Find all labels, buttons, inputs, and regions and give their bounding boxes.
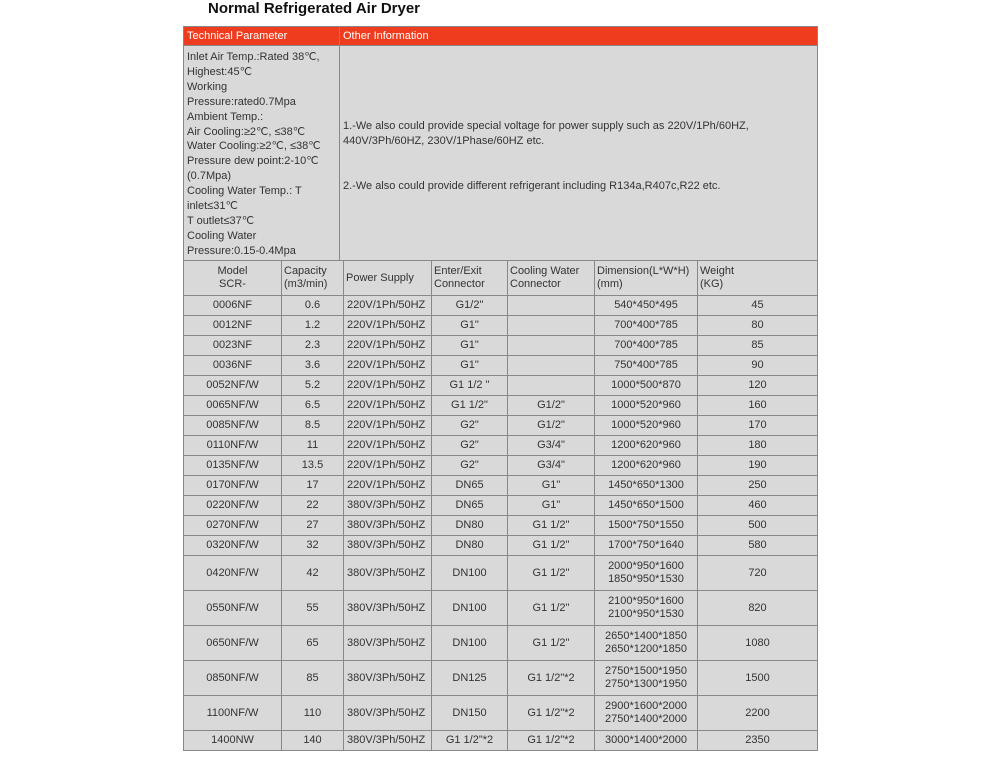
cell-dimension <box>595 376 698 396</box>
page-title: Normal Refrigerated Air Dryer <box>208 0 421 17</box>
cell-cooling <box>508 336 595 356</box>
cell-dimension <box>595 396 698 416</box>
cell-dimension <box>595 336 698 356</box>
dimension-line: 1500*750*1550 <box>608 519 684 531</box>
cell-model: 0052NF/W <box>184 376 282 396</box>
cell-capacity: 8.5 <box>282 416 344 436</box>
table-row <box>184 356 818 376</box>
table-row <box>184 416 818 436</box>
col-header-capacity: Capacity (m3/min) <box>282 261 344 296</box>
cell-model: 0110NF/W <box>184 436 282 456</box>
cell-dimension <box>595 591 698 626</box>
cell-capacity: 22 <box>282 496 344 516</box>
dimension-line: 2750*1500*1950 <box>605 665 687 677</box>
other-info-line: 440V/3Ph/60HZ, 230V/1Phase/60HZ etc. <box>343 134 545 147</box>
tech-line: Air Cooling:≥2℃, ≤38℃ <box>187 125 306 138</box>
tech-line: inlet≤31℃ <box>187 200 238 213</box>
cell-connector: DN80 <box>432 536 508 556</box>
cell-model: 0023NF <box>184 336 282 356</box>
cell-capacity: 2.3 <box>282 336 344 356</box>
tech-line: (0.7Mpa) <box>187 170 232 183</box>
cell-model: 0650NF/W <box>184 626 282 661</box>
other-info-header: Other Information <box>340 27 818 46</box>
info-body-row <box>184 46 818 264</box>
cell-capacity: 11 <box>282 436 344 456</box>
spec-table <box>183 260 818 751</box>
cell-weight: 460 <box>698 496 818 516</box>
cell-capacity: 5.2 <box>282 376 344 396</box>
cell-cooling <box>508 296 595 316</box>
cell-cooling: G3/4" <box>508 456 595 476</box>
other-info-point-1 <box>343 119 814 149</box>
cell-capacity: 0.6 <box>282 296 344 316</box>
cell-weight: 250 <box>698 476 818 496</box>
cell-weight: 1080 <box>698 626 818 661</box>
dimension-line: 1450*650*1500 <box>608 499 684 511</box>
cell-cooling: G1 1/2" <box>508 626 595 661</box>
cell-dimension <box>595 556 698 591</box>
cell-capacity: 85 <box>282 661 344 696</box>
cell-connector: DN125 <box>432 661 508 696</box>
table-row <box>184 336 818 356</box>
cell-dimension <box>595 356 698 376</box>
cell-weight: 170 <box>698 416 818 436</box>
cell-connector: DN150 <box>432 696 508 731</box>
table-row <box>184 731 818 751</box>
cell-capacity: 13.5 <box>282 456 344 476</box>
tech-line: Water Cooling:≥2℃, ≤38℃ <box>187 140 321 153</box>
tech-line: Inlet Air Temp.:Rated 38℃, <box>187 51 320 63</box>
cell-connector: G2" <box>432 416 508 436</box>
tech-line: Pressure dew point:2-10℃ <box>187 155 319 168</box>
table-row <box>184 556 818 591</box>
cell-power: 380V/3Ph/50HZ <box>344 536 432 556</box>
cell-connector: G1 1/2"*2 <box>432 731 508 751</box>
cell-power: 220V/1Ph/50HZ <box>344 356 432 376</box>
cell-model: 0550NF/W <box>184 591 282 626</box>
cell-connector: DN65 <box>432 476 508 496</box>
cell-power: 380V/3Ph/50HZ <box>344 591 432 626</box>
dimension-line: 2100*950*1600 <box>608 595 684 607</box>
cell-power: 380V/3Ph/50HZ <box>344 556 432 591</box>
cell-connector: G1" <box>432 336 508 356</box>
info-header-row <box>184 27 818 46</box>
cell-dimension <box>595 496 698 516</box>
cell-connector: G1" <box>432 356 508 376</box>
dimension-line: 1200*620*960 <box>611 439 681 451</box>
cell-model: 0012NF <box>184 316 282 336</box>
dimension-line: 2900*1600*2000 <box>605 700 687 712</box>
cell-cooling: G1 1/2" <box>508 591 595 626</box>
dimension-line: 2750*1300*1950 <box>605 678 687 690</box>
table-row <box>184 496 818 516</box>
tech-param-cell <box>184 46 340 264</box>
cell-model: 0220NF/W <box>184 496 282 516</box>
cell-dimension <box>595 476 698 496</box>
cell-cooling <box>508 376 595 396</box>
tech-line: Ambient Temp.: <box>187 110 264 123</box>
spec-header-row <box>184 261 818 296</box>
cell-capacity: 55 <box>282 591 344 626</box>
cell-dimension <box>595 296 698 316</box>
table-row <box>184 456 818 476</box>
cell-power: 380V/3Ph/50HZ <box>344 626 432 661</box>
dimension-line: 700*400*785 <box>614 339 678 351</box>
cell-cooling: G1/2" <box>508 416 595 436</box>
cell-capacity: 27 <box>282 516 344 536</box>
cell-power: 220V/1Ph/50HZ <box>344 376 432 396</box>
cell-weight: 90 <box>698 356 818 376</box>
table-row <box>184 591 818 626</box>
cell-capacity: 1.2 <box>282 316 344 336</box>
cell-model: 0006NF <box>184 296 282 316</box>
cell-power: 220V/1Ph/50HZ <box>344 416 432 436</box>
cell-connector: DN100 <box>432 591 508 626</box>
cell-cooling: G1 1/2" <box>508 556 595 591</box>
cell-power: 380V/3Ph/50HZ <box>344 661 432 696</box>
tech-line: Pressure:0.15-0.4Mpa <box>187 244 296 257</box>
cell-model: 0170NF/W <box>184 476 282 496</box>
cell-weight: 820 <box>698 591 818 626</box>
cell-weight: 2200 <box>698 696 818 731</box>
cell-weight: 120 <box>698 376 818 396</box>
dimension-line: 2750*1400*2000 <box>605 713 687 725</box>
cell-dimension <box>595 516 698 536</box>
cell-connector: G1/2" <box>432 296 508 316</box>
cell-connector: G1 1/2" <box>432 396 508 416</box>
cell-cooling: G1 1/2" <box>508 516 595 536</box>
cell-capacity: 42 <box>282 556 344 591</box>
dimension-line: 1850*950*1530 <box>608 573 684 585</box>
tech-line: Working <box>187 80 228 93</box>
dimension-line: 1700*750*1640 <box>608 539 684 551</box>
cell-cooling: G1 1/2" <box>508 536 595 556</box>
dimension-line: 2000*950*1600 <box>608 560 684 572</box>
cell-capacity: 65 <box>282 626 344 661</box>
cell-dimension <box>595 316 698 336</box>
table-row <box>184 661 818 696</box>
table-row <box>184 376 818 396</box>
cell-connector: G1" <box>432 316 508 336</box>
dimension-line: 2100*950*1530 <box>608 608 684 620</box>
cell-capacity: 140 <box>282 731 344 751</box>
cell-capacity: 6.5 <box>282 396 344 416</box>
cell-power: 220V/1Ph/50HZ <box>344 436 432 456</box>
dimension-line: 750*400*785 <box>614 359 678 371</box>
dimension-line: 540*450*495 <box>614 299 678 311</box>
cell-connector: G2" <box>432 456 508 476</box>
cell-cooling: G3/4" <box>508 436 595 456</box>
cell-cooling <box>508 356 595 376</box>
cell-power: 220V/1Ph/50HZ <box>344 396 432 416</box>
cell-weight: 160 <box>698 396 818 416</box>
cell-weight: 1500 <box>698 661 818 696</box>
cell-weight: 580 <box>698 536 818 556</box>
dimension-line: 1450*650*1300 <box>608 479 684 491</box>
cell-model: 0850NF/W <box>184 661 282 696</box>
cell-capacity: 32 <box>282 536 344 556</box>
cell-power: 220V/1Ph/50HZ <box>344 296 432 316</box>
tech-line: Cooling Water Temp.: T <box>187 185 302 198</box>
cell-connector: DN100 <box>432 556 508 591</box>
cell-power: 220V/1Ph/50HZ <box>344 316 432 336</box>
cell-capacity: 3.6 <box>282 356 344 376</box>
tech-param-header: Technical Parameter <box>184 27 340 46</box>
table-row <box>184 516 818 536</box>
cell-connector: G1 1/2 " <box>432 376 508 396</box>
dimension-line: 1000*520*960 <box>611 419 681 431</box>
cell-power: 220V/1Ph/50HZ <box>344 476 432 496</box>
col-header-weight: Weight (KG) <box>698 261 818 296</box>
cell-cooling: G1 1/2"*2 <box>508 696 595 731</box>
cell-model: 0270NF/W <box>184 516 282 536</box>
dimension-line: 1200*620*960 <box>611 459 681 471</box>
cell-weight: 190 <box>698 456 818 476</box>
other-info-line: 1.-We also could provide special voltage for power supply such as 220V/1Ph/60HZ, <box>343 120 749 132</box>
cell-weight: 720 <box>698 556 818 591</box>
dimension-line: 700*400*785 <box>614 319 678 331</box>
cell-weight: 80 <box>698 316 818 336</box>
cell-cooling: G1 1/2"*2 <box>508 661 595 696</box>
col-header-model: Model SCR- <box>184 261 282 296</box>
cell-capacity: 110 <box>282 696 344 731</box>
dimension-line: 1000*520*960 <box>611 399 681 411</box>
cell-connector: DN100 <box>432 626 508 661</box>
dimension-line: 2650*1200*1850 <box>605 643 687 655</box>
cell-dimension <box>595 456 698 476</box>
info-table <box>183 26 818 264</box>
cell-power: 380V/3Ph/50HZ <box>344 496 432 516</box>
tech-line: Highest:45℃ <box>187 65 252 78</box>
cell-cooling: G1" <box>508 496 595 516</box>
tech-line: Cooling Water <box>187 229 257 242</box>
cell-weight: 2350 <box>698 731 818 751</box>
cell-dimension <box>595 436 698 456</box>
cell-model: 0135NF/W <box>184 456 282 476</box>
cell-model: 0065NF/W <box>184 396 282 416</box>
tech-line: T outlet≤37℃ <box>187 214 255 227</box>
table-row <box>184 696 818 731</box>
cell-dimension <box>595 416 698 436</box>
cell-cooling: G1/2" <box>508 396 595 416</box>
dimension-line: 1000*500*870 <box>611 379 681 391</box>
col-header-connector: Enter/Exit Connector <box>432 261 508 296</box>
cell-power: 380V/3Ph/50HZ <box>344 731 432 751</box>
cell-dimension <box>595 696 698 731</box>
cell-weight: 45 <box>698 296 818 316</box>
table-row <box>184 396 818 416</box>
cell-dimension <box>595 661 698 696</box>
cell-cooling <box>508 316 595 336</box>
table-row <box>184 476 818 496</box>
cell-weight: 85 <box>698 336 818 356</box>
cell-connector: DN80 <box>432 516 508 536</box>
cell-connector: G2" <box>432 436 508 456</box>
cell-power: 220V/1Ph/50HZ <box>344 336 432 356</box>
other-info-point-2: 2.-We also could provide different refrigerant including R134a,R407c,R22 etc. <box>343 179 721 192</box>
table-row <box>184 536 818 556</box>
cell-model: 1400NW <box>184 731 282 751</box>
cell-weight: 500 <box>698 516 818 536</box>
dimension-line: 3000*1400*2000 <box>605 734 687 746</box>
cell-model: 0085NF/W <box>184 416 282 436</box>
cell-cooling: G1" <box>508 476 595 496</box>
cell-model: 1100NF/W <box>184 696 282 731</box>
cell-dimension <box>595 536 698 556</box>
table-row <box>184 436 818 456</box>
cell-model: 0420NF/W <box>184 556 282 591</box>
col-header-power: Power Supply <box>344 261 432 296</box>
cell-weight: 180 <box>698 436 818 456</box>
cell-dimension <box>595 626 698 661</box>
col-header-dimension: Dimension(L*W*H) (mm) <box>595 261 698 296</box>
other-info-cell <box>340 46 818 264</box>
table-row <box>184 626 818 661</box>
cell-connector: DN65 <box>432 496 508 516</box>
cell-dimension <box>595 731 698 751</box>
cell-model: 0320NF/W <box>184 536 282 556</box>
tech-line: Pressure:rated0.7Mpa <box>187 95 296 108</box>
table-row <box>184 316 818 336</box>
cell-power: 380V/3Ph/50HZ <box>344 696 432 731</box>
cell-capacity: 17 <box>282 476 344 496</box>
col-header-cooling: Cooling Water Connector <box>508 261 595 296</box>
dimension-line: 2650*1400*1850 <box>605 630 687 642</box>
table-row <box>184 296 818 316</box>
cell-cooling: G1 1/2"*2 <box>508 731 595 751</box>
cell-power: 380V/3Ph/50HZ <box>344 516 432 536</box>
cell-model: 0036NF <box>184 356 282 376</box>
cell-power: 220V/1Ph/50HZ <box>344 456 432 476</box>
